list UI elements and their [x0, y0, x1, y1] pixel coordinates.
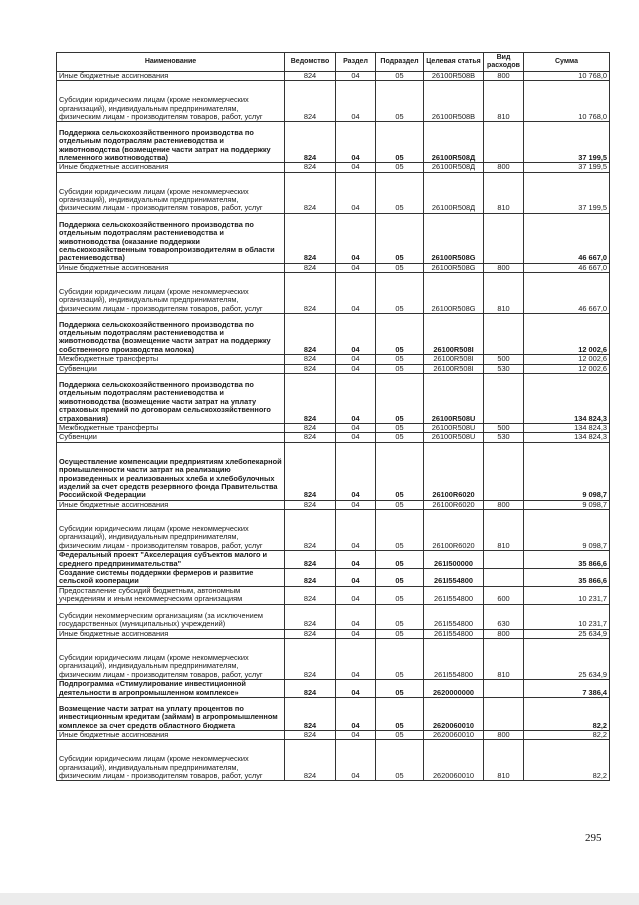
cell-target-article: 26100R508U: [424, 433, 484, 442]
cell-sum: 134 824,3: [524, 424, 610, 433]
table-row: [57, 680, 610, 698]
cell-subsection: 05: [376, 433, 424, 442]
cell-expense-type: 810: [484, 273, 524, 314]
cell-target-article: 2620060010: [424, 740, 484, 781]
cell-subsection: 05: [376, 510, 424, 551]
cell-sum: 9 098,7: [524, 500, 610, 509]
cell-expense-type: 800: [484, 500, 524, 509]
cell-department: 824: [285, 374, 336, 424]
cell-name: Субсидии юридическим лицам (кроме некоммерческих организаций), индивидуальным предпринимателям, физическим лицам - производителям товаров, работ, услуг: [57, 740, 285, 781]
cell-sum: 10 231,7: [524, 604, 610, 629]
cell-section: 04: [336, 569, 376, 587]
cell-name: Осуществление компенсации предприятиям хлебопекарной промышленности части затрат на реализацию произведенных и реализованных хлеба и хлебобулочных изделий за счет средств резервного фонда Правительства Российской Федерации: [57, 442, 285, 500]
cell-expense-type: 530: [484, 364, 524, 373]
table-row: [57, 424, 610, 433]
cell-department: 824: [285, 273, 336, 314]
cell-name: Субсидии юридическим лицам (кроме некоммерческих организаций), индивидуальным предпринимателям, физическим лицам - производителям товаров, работ, услуг: [57, 81, 285, 122]
table-row: [57, 163, 610, 172]
table-row: [57, 355, 610, 364]
table-row: [57, 72, 610, 81]
cell-target-article: 26100R508I: [424, 364, 484, 373]
table-row: [57, 740, 610, 781]
table-row: [57, 273, 610, 314]
cell-sum: 82,2: [524, 697, 610, 730]
document-page: [56, 52, 609, 781]
cell-target-article: 261I554800: [424, 586, 484, 604]
cell-department: 824: [285, 500, 336, 509]
cell-expense-type: 800: [484, 72, 524, 81]
table-row: [57, 374, 610, 424]
cell-department: 824: [285, 72, 336, 81]
cell-sum: 46 667,0: [524, 273, 610, 314]
cell-sum: 12 002,6: [524, 314, 610, 355]
cell-sum: 25 634,9: [524, 629, 610, 638]
cell-target-article: 261I554800: [424, 569, 484, 587]
cell-department: 824: [285, 433, 336, 442]
table-row: [57, 586, 610, 604]
cell-sum: 9 098,7: [524, 442, 610, 500]
table-row: [57, 172, 610, 213]
cell-name: Предоставление субсидий бюджетным, автономным учреждениям и иным некоммерческим организациям: [57, 586, 285, 604]
cell-sum: 82,2: [524, 730, 610, 739]
cell-section: 04: [336, 374, 376, 424]
cell-sum: 25 634,9: [524, 639, 610, 680]
cell-subsection: 05: [376, 81, 424, 122]
cell-department: 824: [285, 364, 336, 373]
cell-subsection: 05: [376, 551, 424, 569]
cell-department: 824: [285, 569, 336, 587]
cell-expense-type: 800: [484, 730, 524, 739]
table-row: [57, 629, 610, 638]
cell-target-article: 26100R508Д: [424, 122, 484, 163]
cell-name: Субсидии юридическим лицам (кроме некоммерческих организаций), индивидуальным предпринимателям, физическим лицам - производителям товаров, работ, услуг: [57, 510, 285, 551]
cell-section: 04: [336, 433, 376, 442]
cell-name: Межбюджетные трансферты: [57, 355, 285, 364]
cell-section: 04: [336, 697, 376, 730]
cell-name: Поддержка сельскохозяйственного производства по отдельным подотраслям растениеводства и животноводства (возмещение части затрат на уплату страховых премий по договорам сельскохозяйственного страхования): [57, 374, 285, 424]
cell-name: Межбюджетные трансферты: [57, 424, 285, 433]
cell-department: 824: [285, 213, 336, 263]
cell-target-article: 2620060010: [424, 730, 484, 739]
table-row: [57, 263, 610, 272]
cell-target-article: 26100R6020: [424, 510, 484, 551]
table-row: [57, 551, 610, 569]
cell-section: 04: [336, 740, 376, 781]
cell-subsection: 05: [376, 374, 424, 424]
cell-expense-type: [484, 314, 524, 355]
cell-sum: 37 199,5: [524, 122, 610, 163]
cell-subsection: 05: [376, 697, 424, 730]
cell-department: 824: [285, 604, 336, 629]
cell-name: Поддержка сельскохозяйственного производства по отдельным подотраслям растениеводства и животноводства (возмещение части затрат на поддержку собственного производства молока): [57, 314, 285, 355]
table-row: [57, 122, 610, 163]
cell-name: Субсидии юридическим лицам (кроме некоммерческих организаций), индивидуальным предпринимателям, физическим лицам - производителям товаров, работ, услуг: [57, 639, 285, 680]
cell-subsection: 05: [376, 740, 424, 781]
cell-department: 824: [285, 680, 336, 698]
cell-name: Подпрограмма «Стимулирование инвестиционной деятельности в агропромышленном комплексе»: [57, 680, 285, 698]
cell-subsection: 05: [376, 263, 424, 272]
header-target-article: Целевая статья: [424, 53, 484, 72]
cell-expense-type: 530: [484, 433, 524, 442]
cell-subsection: 05: [376, 442, 424, 500]
cell-subsection: 05: [376, 314, 424, 355]
cell-department: 824: [285, 730, 336, 739]
cell-section: 04: [336, 510, 376, 551]
cell-department: 824: [285, 355, 336, 364]
cell-section: 04: [336, 500, 376, 509]
cell-expense-type: [484, 213, 524, 263]
cell-expense-type: 500: [484, 424, 524, 433]
cell-sum: 134 824,3: [524, 374, 610, 424]
cell-sum: 37 199,5: [524, 172, 610, 213]
cell-subsection: 05: [376, 355, 424, 364]
cell-department: 824: [285, 263, 336, 272]
table-row: [57, 569, 610, 587]
cell-subsection: 05: [376, 273, 424, 314]
cell-expense-type: [484, 697, 524, 730]
table-row: [57, 604, 610, 629]
cell-name: Иные бюджетные ассигнования: [57, 629, 285, 638]
cell-subsection: 05: [376, 500, 424, 509]
cell-sum: 7 386,4: [524, 680, 610, 698]
cell-subsection: 05: [376, 72, 424, 81]
cell-name: Субвенции: [57, 433, 285, 442]
cell-expense-type: [484, 569, 524, 587]
table-row: [57, 213, 610, 263]
cell-target-article: 26100R508I: [424, 314, 484, 355]
cell-section: 04: [336, 424, 376, 433]
cell-department: 824: [285, 442, 336, 500]
table-row: [57, 639, 610, 680]
cell-target-article: 26100R508G: [424, 273, 484, 314]
table-row: [57, 730, 610, 739]
cell-target-article: 26100R6020: [424, 442, 484, 500]
cell-section: 04: [336, 639, 376, 680]
cell-department: 824: [285, 639, 336, 680]
cell-target-article: 2620060010: [424, 697, 484, 730]
cell-target-article: 26100R508B: [424, 81, 484, 122]
cell-target-article: 26100R508Д: [424, 172, 484, 213]
cell-sum: 82,2: [524, 740, 610, 781]
cell-name: Субсидии юридическим лицам (кроме некоммерческих организаций), индивидуальным предпринимателям, физическим лицам - производителям товаров, работ, услуг: [57, 172, 285, 213]
cell-target-article: 261I554800: [424, 629, 484, 638]
scan-bottom-edge: [0, 893, 639, 905]
cell-target-article: 26100R508I: [424, 355, 484, 364]
cell-expense-type: 810: [484, 510, 524, 551]
cell-name: Иные бюджетные ассигнования: [57, 730, 285, 739]
cell-name: Иные бюджетные ассигнования: [57, 72, 285, 81]
cell-name: Возмещение части затрат на уплату процентов по инвестиционным кредитам (займам) в агропромышленном комплексе за счет средств областного бюджета: [57, 697, 285, 730]
cell-expense-type: 810: [484, 639, 524, 680]
cell-section: 04: [336, 314, 376, 355]
table-row: [57, 500, 610, 509]
cell-expense-type: [484, 122, 524, 163]
cell-section: 04: [336, 122, 376, 163]
cell-expense-type: 800: [484, 163, 524, 172]
table-row: [57, 442, 610, 500]
cell-name: Иные бюджетные ассигнования: [57, 263, 285, 272]
cell-section: 04: [336, 172, 376, 213]
cell-subsection: 05: [376, 730, 424, 739]
cell-expense-type: [484, 551, 524, 569]
cell-sum: 10 768,0: [524, 81, 610, 122]
cell-subsection: 05: [376, 163, 424, 172]
cell-department: 824: [285, 424, 336, 433]
cell-sum: 35 866,6: [524, 569, 610, 587]
header-name: Наименование: [57, 53, 285, 72]
cell-sum: 10 768,0: [524, 72, 610, 81]
cell-section: 04: [336, 604, 376, 629]
cell-expense-type: [484, 442, 524, 500]
cell-subsection: 05: [376, 569, 424, 587]
cell-target-article: 26100R508Д: [424, 163, 484, 172]
cell-subsection: 05: [376, 629, 424, 638]
cell-expense-type: 800: [484, 629, 524, 638]
cell-sum: 10 231,7: [524, 586, 610, 604]
cell-name: Иные бюджетные ассигнования: [57, 163, 285, 172]
cell-target-article: 261I554800: [424, 604, 484, 629]
cell-section: 04: [336, 730, 376, 739]
cell-expense-type: 630: [484, 604, 524, 629]
header-section: Раздел: [336, 53, 376, 72]
cell-section: 04: [336, 81, 376, 122]
cell-section: 04: [336, 263, 376, 272]
cell-expense-type: [484, 374, 524, 424]
page-number: 295: [585, 832, 602, 844]
header-department: Ведомство: [285, 53, 336, 72]
cell-section: 04: [336, 364, 376, 373]
cell-department: 824: [285, 122, 336, 163]
cell-subsection: 05: [376, 424, 424, 433]
cell-section: 04: [336, 213, 376, 263]
budget-table: [56, 52, 610, 781]
cell-section: 04: [336, 442, 376, 500]
header-subsection: Подраздел: [376, 53, 424, 72]
cell-department: 824: [285, 510, 336, 551]
cell-section: 04: [336, 551, 376, 569]
cell-department: 824: [285, 629, 336, 638]
cell-subsection: 05: [376, 213, 424, 263]
cell-sum: 12 002,6: [524, 364, 610, 373]
cell-department: 824: [285, 697, 336, 730]
table-row: [57, 433, 610, 442]
cell-department: 824: [285, 740, 336, 781]
header-sum: Сумма: [524, 53, 610, 72]
cell-section: 04: [336, 586, 376, 604]
cell-section: 04: [336, 355, 376, 364]
cell-target-article: 26100R508U: [424, 424, 484, 433]
cell-department: 824: [285, 586, 336, 604]
cell-target-article: 26100R508B: [424, 72, 484, 81]
cell-target-article: 261I554800: [424, 639, 484, 680]
table-header-row: [57, 53, 610, 72]
cell-name: Субсидии некоммерческим организациям (за исключением государственных (муниципальных) учреждений): [57, 604, 285, 629]
cell-subsection: 05: [376, 604, 424, 629]
table-body: [57, 72, 610, 781]
cell-expense-type: [484, 680, 524, 698]
cell-sum: 37 199,5: [524, 163, 610, 172]
cell-subsection: 05: [376, 586, 424, 604]
cell-section: 04: [336, 273, 376, 314]
cell-name: Поддержка сельскохозяйственного производства по отдельным подотраслям растениеводства и животноводства (оказание поддержки сельскохозяйственным товаропроизводителям в области растениеводства): [57, 213, 285, 263]
cell-department: 824: [285, 551, 336, 569]
cell-subsection: 05: [376, 122, 424, 163]
cell-expense-type: 810: [484, 740, 524, 781]
cell-sum: 46 667,0: [524, 213, 610, 263]
cell-target-article: 26100R508G: [424, 213, 484, 263]
table-row: [57, 314, 610, 355]
cell-sum: 35 866,6: [524, 551, 610, 569]
cell-name: Иные бюджетные ассигнования: [57, 500, 285, 509]
cell-expense-type: 500: [484, 355, 524, 364]
cell-name: Субвенции: [57, 364, 285, 373]
cell-name: Поддержка сельскохозяйственного производства по отдельным подотраслям растениеводства и животноводства (возмещение части затрат на поддержку племенного животноводства): [57, 122, 285, 163]
header-expense-type: Вид расходов: [484, 53, 524, 72]
cell-section: 04: [336, 680, 376, 698]
cell-department: 824: [285, 163, 336, 172]
cell-expense-type: 800: [484, 263, 524, 272]
cell-expense-type: 810: [484, 172, 524, 213]
cell-sum: 9 098,7: [524, 510, 610, 551]
cell-target-article: 26100R508G: [424, 263, 484, 272]
cell-target-article: 26100R6020: [424, 500, 484, 509]
cell-section: 04: [336, 72, 376, 81]
table-row: [57, 697, 610, 730]
cell-section: 04: [336, 163, 376, 172]
cell-sum: 12 002,6: [524, 355, 610, 364]
cell-subsection: 05: [376, 172, 424, 213]
table-row: [57, 81, 610, 122]
cell-target-article: 261I500000: [424, 551, 484, 569]
cell-target-article: 2620000000: [424, 680, 484, 698]
cell-department: 824: [285, 172, 336, 213]
cell-subsection: 05: [376, 680, 424, 698]
cell-subsection: 05: [376, 639, 424, 680]
cell-expense-type: 600: [484, 586, 524, 604]
cell-name: Создание системы поддержки фермеров и развитие сельской кооперации: [57, 569, 285, 587]
cell-name: Субсидии юридическим лицам (кроме некоммерческих организаций), индивидуальным предпринимателям, физическим лицам - производителям товаров, работ, услуг: [57, 273, 285, 314]
table-row: [57, 510, 610, 551]
cell-name: Федеральный проект "Акселерация субъектов малого и среднего предпринимательства": [57, 551, 285, 569]
cell-subsection: 05: [376, 364, 424, 373]
cell-sum: 134 824,3: [524, 433, 610, 442]
cell-department: 824: [285, 314, 336, 355]
cell-sum: 46 667,0: [524, 263, 610, 272]
cell-target-article: 26100R508U: [424, 374, 484, 424]
cell-department: 824: [285, 81, 336, 122]
cell-section: 04: [336, 629, 376, 638]
table-row: [57, 364, 610, 373]
cell-expense-type: 810: [484, 81, 524, 122]
